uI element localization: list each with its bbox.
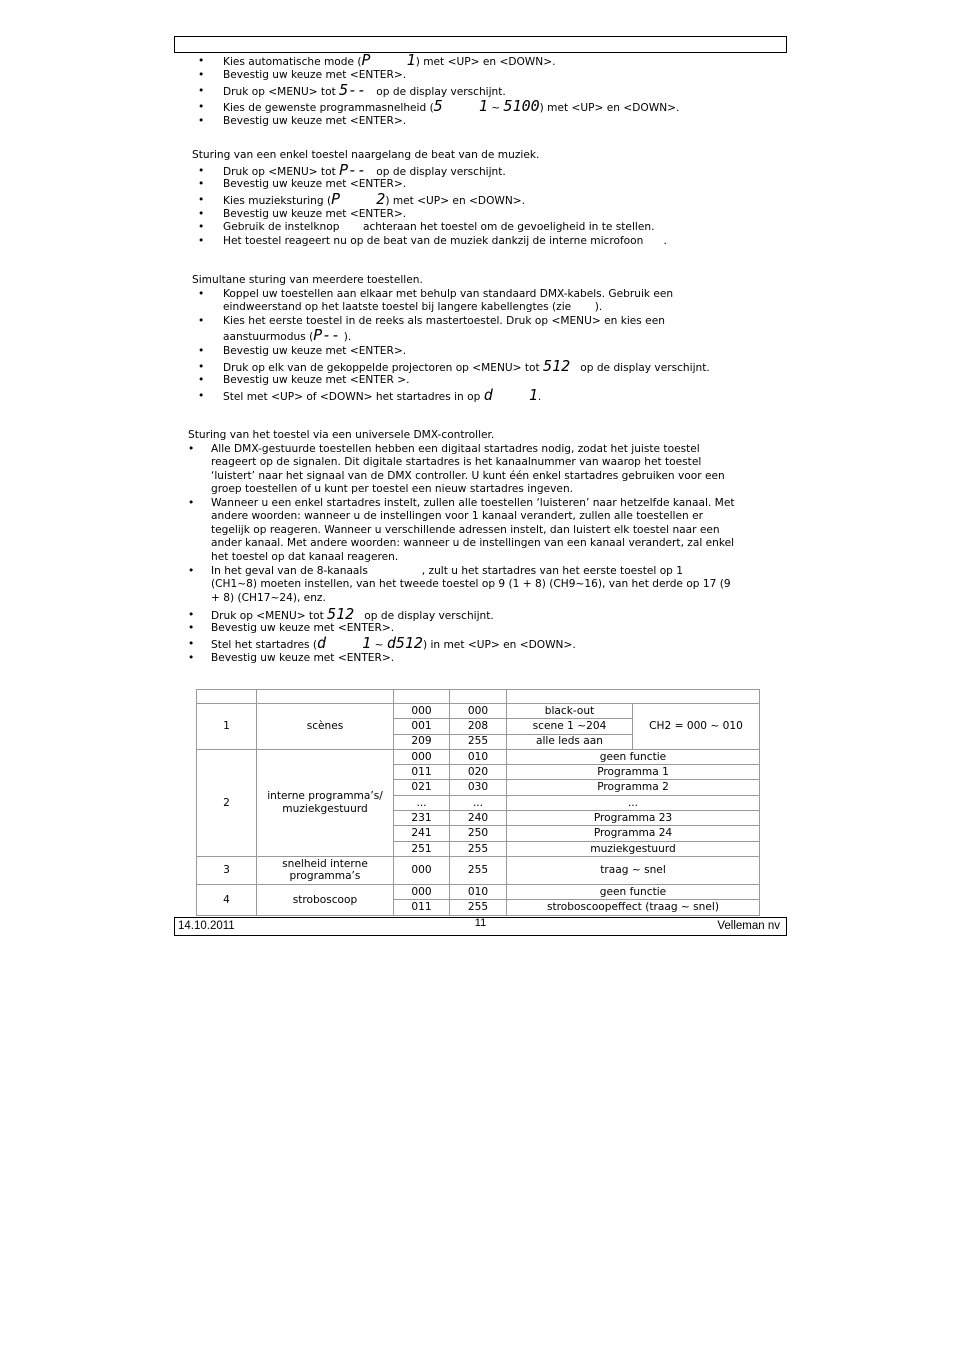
display-glyph: 5-- (339, 81, 367, 99)
section-intro: Simultane sturing van meerdere toestellen. (192, 274, 423, 286)
channel-name: scènes (257, 704, 394, 750)
table-row: 3 snelheid interne programma’s 000 255 traag ~ snel (197, 856, 760, 884)
display-glyph: d 1 (483, 386, 538, 404)
display-glyph: 512 (543, 357, 571, 375)
page-footer (174, 917, 787, 936)
channel-number: 3 (197, 856, 257, 884)
list-item: • Kies muzieksturing (P 2) met <UP> en <DOWN>. (223, 194, 525, 208)
list-item: • Het toestel reageert nu op de beat van de muziek dankzij de interne microfoon . (223, 235, 667, 248)
table-row: 1 scènes 000 000 black-out CH2 = 000 ~ 010 (197, 704, 760, 719)
display-glyph: P 1 (361, 51, 416, 69)
list-item: • Gebruik de instelknop achteraan het toestel om de gevoeligheid in te stellen. (223, 221, 654, 234)
list-item: • Bevestig uw keuze met <ENTER>. (223, 178, 406, 191)
list-item: • Stel het startadres (d 1 ~ d512) in met <UP> en <DOWN>. (211, 638, 576, 652)
display-glyph: d512 (386, 634, 423, 652)
channel-name: snelheid interne programma’s (257, 856, 394, 884)
channel-number: 4 (197, 884, 257, 915)
list-item: • Koppel uw toestellen aan elkaar met behulp van standaard DMX-kabels. Gebruik een eindweerstand op het laatste toestel bij langere kabellengtes (zie ). (223, 288, 673, 315)
section-intro: Sturing van het toestel via een universele DMX-controller. (188, 429, 495, 441)
channel-number: 2 (197, 749, 257, 856)
list-item: • Kies automatische mode (P 1) met <UP> en <DOWN>. (223, 55, 555, 69)
list-item: • Bevestig uw keuze met <ENTER>. (211, 652, 394, 665)
list-item: • Bevestig uw keuze met <ENTER>. (223, 69, 406, 82)
list-item: • Bevestig uw keuze met <ENTER>. (211, 622, 394, 635)
list-item: • Kies de gewenste programmasnelheid (5 1 ~ 5100) met <UP> en <DOWN>. (223, 101, 679, 115)
table-row: 209 255 alle leds aan (197, 734, 760, 749)
list-item: • Bevestig uw keuze met <ENTER>. (223, 208, 406, 221)
footer-company: Velleman nv (717, 920, 780, 932)
channel-name: stroboscoop (257, 884, 394, 915)
table-row: 241 250 Programma 24 (197, 826, 760, 841)
display-glyph: d 1 (317, 634, 372, 652)
table-row: 251 255 muziekgestuurd (197, 841, 760, 856)
list-item: • Druk op <MENU> tot P-- op de display verschijnt. (223, 165, 506, 179)
list-item: • Wanneer u een enkel startadres instelt, zullen alle toestellen ‘luisteren’ naar hetzelfde kanaal. Met andere woorden: wanneer u de instellingen voor 1 kanaal verandert, zullen alle toestellen er tegelijk op reageren. Wanneer u verschillende adressen instelt, dan luistert elk toestel naar een ander kanaal. Met andere woorden: wanneer u de instellingen van een kanaal verandert, zal enkel het toestel op dat kanaal reageren. (211, 497, 734, 564)
table-row: 4 stroboscoop 000 010 geen functie (197, 884, 760, 899)
list-item: • Alle DMX-gestuurde toestellen hebben een digitaal startadres nodig, zodat het juiste toestel reageert op de signalen. Dit digitale startadres is het kanaalnummer van waarop het toestel ‘luistert’ naar het signaal van de DMX controller. U kunt één enkel startadres gebruiken voor een groep toestellen of u kunt per toestel een nieuw startadres ingeven. (211, 443, 725, 497)
footer-date: 14.10.2011 (178, 920, 235, 932)
section-intro: Sturing van een enkel toestel naargelang de beat van de muziek. (192, 149, 540, 161)
display-glyph: 512 (327, 605, 355, 623)
display-glyph: P 2 (331, 190, 386, 208)
display-glyph: 5 1 (433, 97, 488, 115)
list-item: • Druk op elk van de gekoppelde projectoren op <MENU> tot 512 op de display verschijnt. (223, 361, 710, 375)
list-item: • Druk op <MENU> tot 512 op de display verschijnt. (211, 609, 494, 623)
table-row: 011 020 Programma 1 (197, 765, 760, 780)
list-item: • Kies het eerste toestel in de reeks als mastertoestel. Druk op <MENU> en kies een aanstuurmodus (P-- ). (223, 315, 665, 345)
list-item: • Druk op <MENU> tot 5-- op de display verschijnt. (223, 85, 506, 99)
channel-note: CH2 = 000 ~ 010 (633, 704, 760, 750)
table-row: 011 255 stroboscoopeffect (traag ~ snel) (197, 900, 760, 915)
dmx-channel-table (196, 689, 760, 916)
table-row: 231 240 Programma 23 (197, 811, 760, 826)
list-item: • In het geval van de 8-kanaals , zult u het startadres van het eerste toestel op 1 (CH1~8) moeten instellen, van het tweede toestel op 9 (1 + 8) (CH9~16), van het derde op 17 (9 + 8) (CH17~24), enz. (211, 565, 731, 605)
channel-number: 1 (197, 704, 257, 750)
table-row: 021 030 Programma 2 (197, 780, 760, 795)
list-item: • Bevestig uw keuze met <ENTER>. (223, 345, 406, 358)
channel-name: interne programma’s/ muziekgestuurd (257, 749, 394, 856)
display-glyph: P-- (313, 326, 341, 345)
table-row: 2 interne programma’s/ muziekgestuurd 000 010 geen functie (197, 749, 760, 764)
page-header-box (174, 36, 787, 53)
list-item: • Bevestig uw keuze met <ENTER>. (223, 115, 406, 128)
list-item: • Bevestig uw keuze met <ENTER >. (223, 374, 409, 387)
table-row: 001 208 scene 1 ~204 (197, 719, 760, 734)
display-glyph: 5100 (503, 97, 540, 115)
table-header-row (197, 690, 760, 704)
display-glyph: P-- (339, 161, 367, 179)
page-number: 11 (474, 917, 487, 929)
table-row: ... ... ... (197, 795, 760, 810)
list-item: • Stel met <UP> of <DOWN> het startadres in op d 1. (223, 390, 541, 404)
